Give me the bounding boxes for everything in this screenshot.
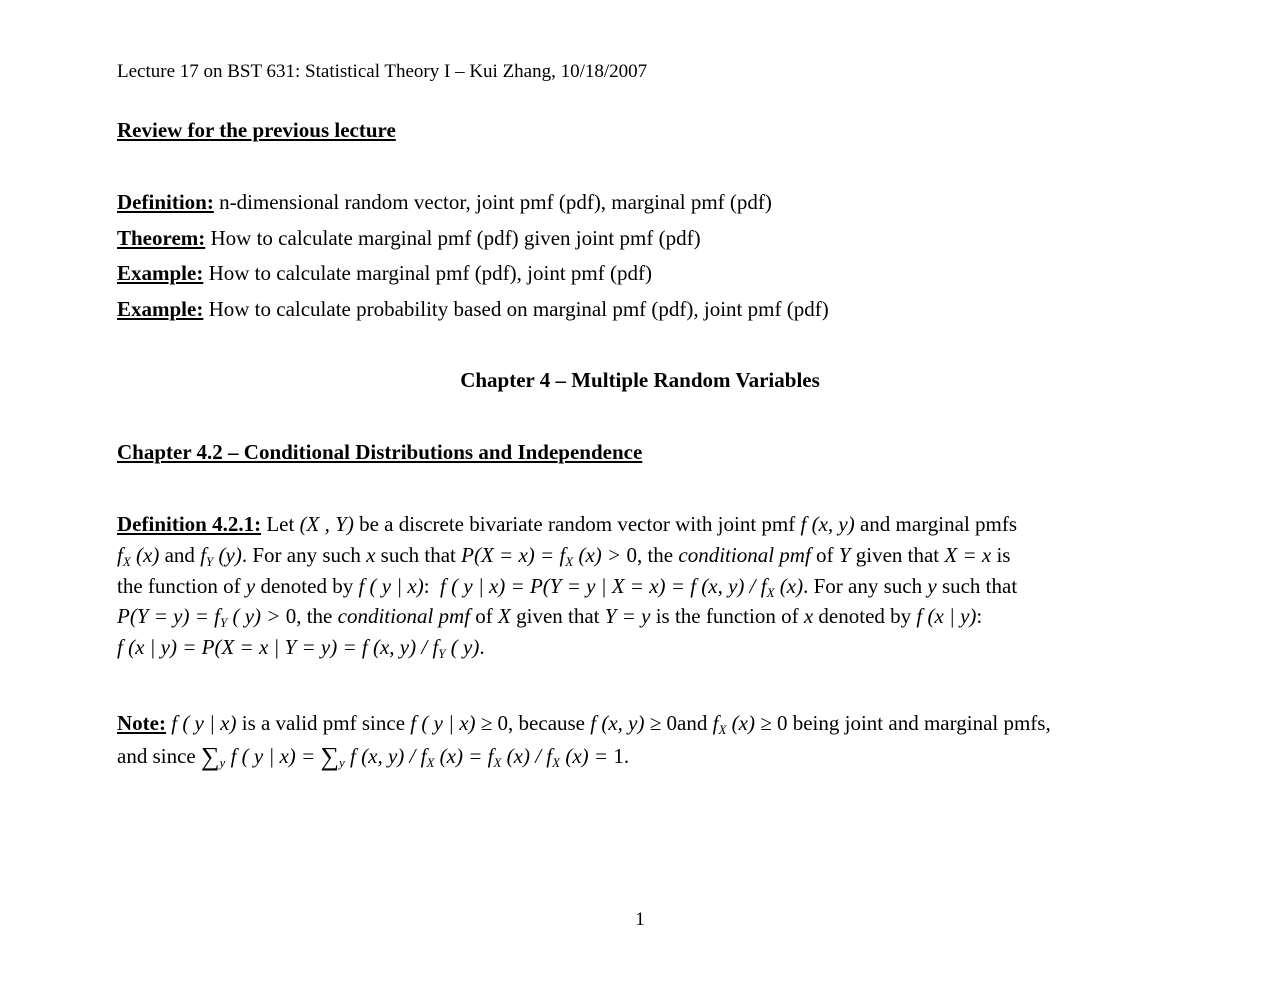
definition-label: Definition 4.2.1:: [117, 512, 262, 536]
note-label: Note:: [117, 711, 166, 735]
definition-line-4: $P(Y = y) = f_Y$ ( y) > 0, the conditional pmf of X given that Y = y is the function of x denoted by f (x | y):: [117, 604, 983, 630]
definition-line-2: $f_X$ (x) and $f_Y$ (y). For any such x such that $P(X = x) = f_X$ (x) > 0, the conditional pmf of Y given that X = x is: [117, 543, 1011, 569]
item-text: How to calculate probability based on marginal pmf (pdf), joint pmf (pdf): [203, 297, 829, 321]
section-title: Chapter 4.2 – Conditional Distributions and Independence: [117, 440, 643, 464]
item-label: Theorem:: [117, 226, 206, 250]
review-item-example-2: [117, 297, 829, 321]
page-header: Lecture 17 on BST 631: Statistical Theory I – Kui Zhang, 10/18/2007: [117, 61, 648, 82]
note-line-2: and since $\sum_y$ f ( y | $x) = \sum_y$ f (x, $y) / f_X$ $(x) = f_X$ $(x) / f_X$ (x) = 1.: [117, 742, 630, 771]
definition-line-1: Definition 4.2.1: Let (X , Y) be a discrete bivariate random vector with joint pmf f (x, y) and marginal pmfs: [117, 512, 1018, 536]
review-item-example-1: [117, 261, 652, 285]
item-text: n-dimensional random vector, joint pmf (pdf), marginal pmf (pdf): [213, 190, 772, 214]
review-heading: Review for the previous lecture: [117, 118, 396, 142]
item-text: How to calculate marginal pmf (pdf) given joint pmf (pdf): [205, 226, 701, 250]
page-number: 1: [635, 909, 645, 930]
item-label: Example:: [117, 297, 204, 321]
review-item-theorem: [117, 226, 701, 250]
note-line-1: Note: f ( y | x) is a valid pmf since f ( y | x) ≥ 0, because f (x, y) ≥ 0and $f_X$ (x) ≥ 0 being joint and marginal pmfs,: [117, 711, 1051, 737]
item-text: How to calculate marginal pmf (pdf), joint pmf (pdf): [203, 261, 652, 285]
review-item-definition: [117, 190, 772, 214]
definition-line-3: the function of y denoted by f ( y | x): f ( y | x) = P(Y = y | X = x) = f (x, $y) / f_X$ (x). For any such y such that: [117, 574, 1018, 600]
item-label: Example:: [117, 261, 204, 285]
chapter-title: Chapter 4 – Multiple Random Variables: [460, 368, 820, 392]
item-label: Definition:: [117, 190, 214, 214]
definition-line-5: f (x | y) = P(X = x | Y = y) = f (x, $y) / f_Y$ ( y).: [117, 635, 485, 661]
